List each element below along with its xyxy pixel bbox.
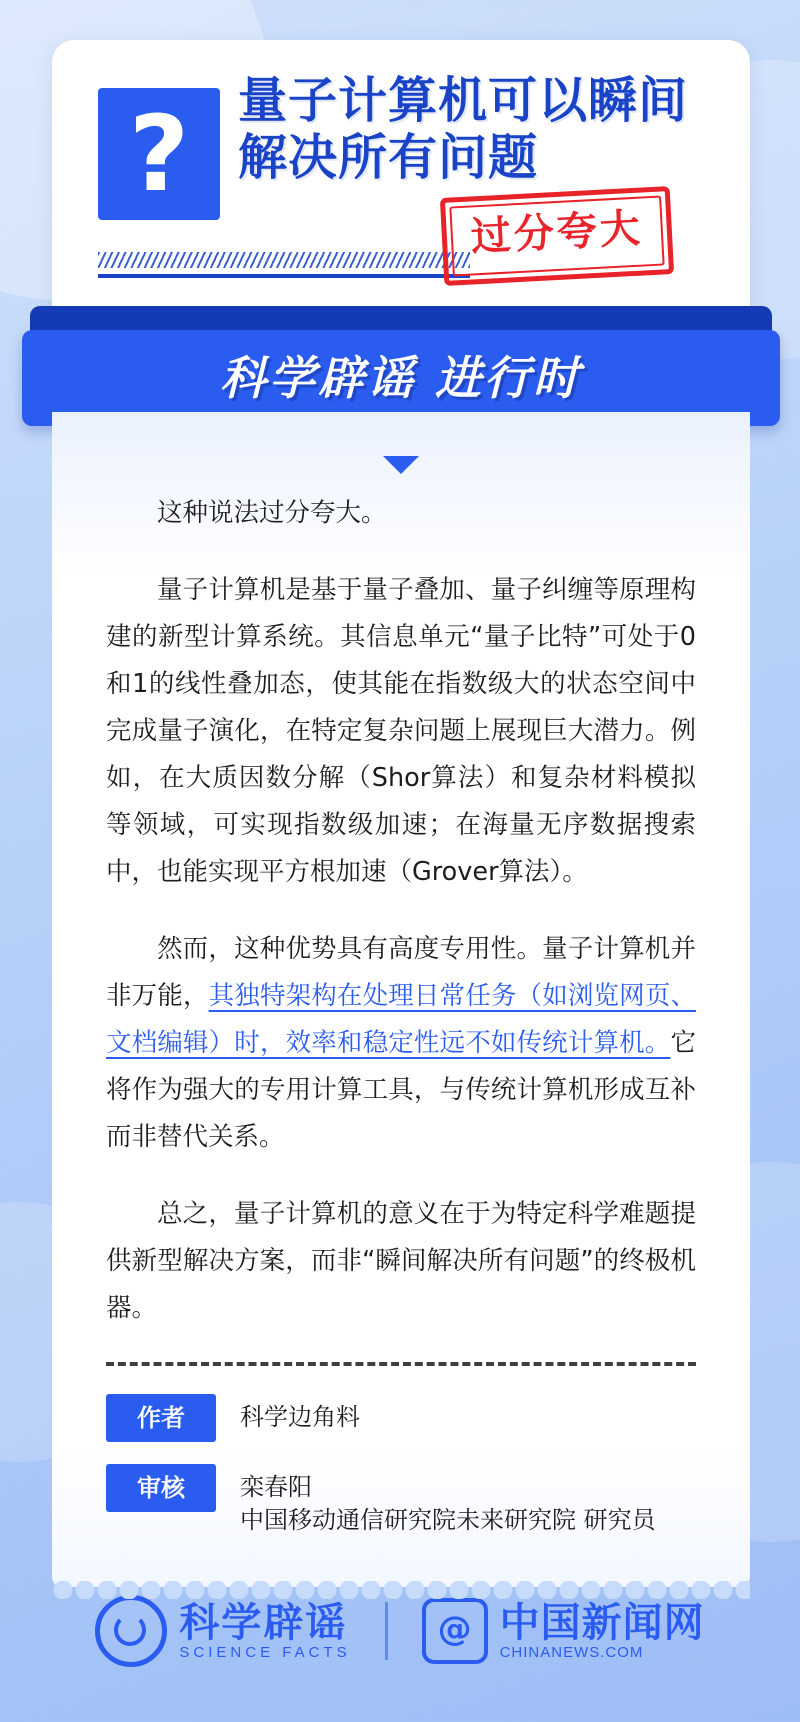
page-title: 量子计算机可以瞬间解决所有问题 <box>238 72 689 186</box>
credit-tag: 审核 <box>106 1464 216 1512</box>
caret-down-icon <box>383 456 419 474</box>
credit-affiliation: 中国移动通信研究院未来研究院 研究员 <box>240 1506 656 1534</box>
swirl-logo-icon <box>95 1595 167 1667</box>
credit-row-author <box>106 1394 696 1442</box>
solid-divider <box>98 274 470 278</box>
credit-row-reviewer <box>106 1464 696 1537</box>
article-panel <box>52 412 750 1587</box>
credit-name: 栾春阳 <box>240 1473 312 1501</box>
credit-value <box>240 1394 360 1434</box>
paragraph: 量子计算机是基于量子叠加、量子纠缠等原理构建的新型计算系统。其信息单元“量子比特”可处于0和1的线性叠加态，使其能在指数级大的状态空间中完成量子演化，在特定复杂问题上展现巨大潜力。例如，在大质因数分解（Shor算法）和复杂材料模拟等领域，可实现指数级加速；在海量无序数据搜索中，也能实现平方根加速（Grover算法）。 <box>106 575 696 887</box>
credits-section <box>52 1394 750 1567</box>
hatched-divider <box>98 252 470 268</box>
logo-chinanews[interactable] <box>422 1598 705 1664</box>
paragraph-lead: 然而，这种优势具有高度专用性。量子计算机并非万能， <box>106 934 696 1011</box>
highlighted-link[interactable]: 其独特架构在处理日常任务（如浏览网页、文档编辑）时，效率和稳定性远不如传统计算机。 <box>106 981 696 1058</box>
paragraph-tail: 它将作为强大的专用计算工具，与传统计算机形成互补而非替代关系。 <box>106 1028 696 1152</box>
logo-science-facts[interactable] <box>95 1595 350 1667</box>
at-badge-icon: @ <box>422 1598 488 1664</box>
banner-title: 科学辟谣 进行时 <box>219 351 582 405</box>
headline-card <box>52 40 750 312</box>
article-body <box>52 412 750 1332</box>
paragraph: 总之，量子计算机的意义在于为特定科学难题提供新型解决方案，而非“瞬间解决所有问题”的终极机器。 <box>106 1199 696 1323</box>
dashed-divider <box>106 1362 696 1366</box>
scalloped-edge <box>52 1581 750 1599</box>
logo-left-title: 科学辟谣 <box>179 1599 348 1646</box>
question-mark-glyph: ? <box>128 93 190 215</box>
question-mark-icon <box>98 88 220 220</box>
logo-right-title: 中国新闻网 <box>499 1599 705 1646</box>
logo-left-subtitle: SCIENCE FACTS <box>179 1643 351 1661</box>
credit-name: 科学边角料 <box>240 1403 360 1431</box>
credit-tag: 作者 <box>106 1394 216 1442</box>
verdict-stamp-label: 过分夸大 <box>449 196 664 277</box>
footer-logos <box>0 1586 800 1676</box>
logo-separator <box>385 1602 388 1660</box>
paragraph: 这种说法过分夸大。 <box>157 498 387 528</box>
verdict-stamp <box>440 186 674 286</box>
credit-value <box>240 1464 656 1537</box>
section-banner <box>22 306 780 428</box>
paragraph-with-highlight <box>106 926 696 1161</box>
logo-right-subtitle: CHINANEWS.COM <box>499 1643 644 1661</box>
